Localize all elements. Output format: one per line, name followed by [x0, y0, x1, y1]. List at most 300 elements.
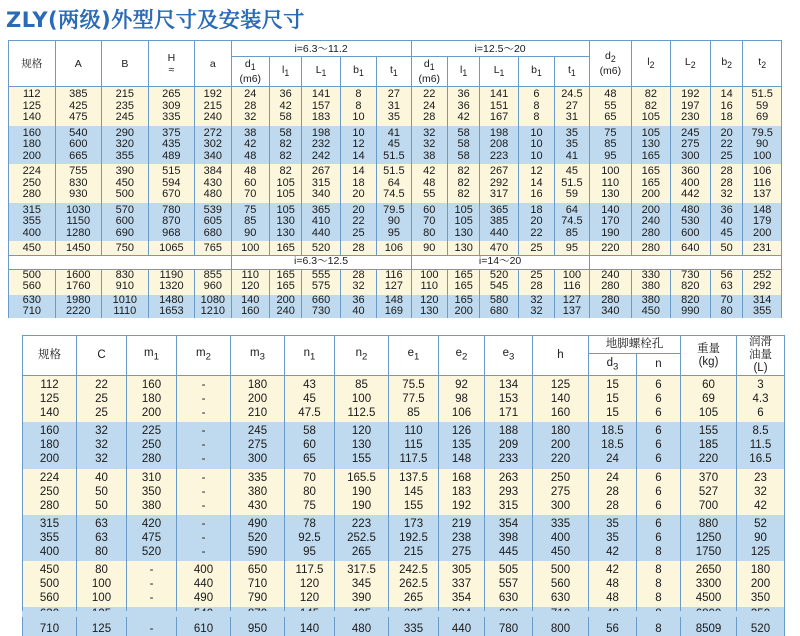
table-cell: 1210	[195, 306, 231, 318]
table-cell: 105	[447, 216, 479, 228]
table-cell: 110	[589, 178, 631, 190]
table-cell: 245	[670, 126, 710, 140]
table-cell: 280	[589, 281, 631, 295]
table-cell: 355	[102, 151, 149, 165]
table-cell: 22	[77, 376, 127, 393]
table-cell: 75	[589, 126, 631, 140]
header2-h: h	[533, 336, 589, 376]
table-cell: 14	[340, 164, 376, 178]
table-cell: 100	[411, 269, 447, 281]
table-cell: 730	[670, 269, 710, 281]
table-cell: 380	[231, 485, 285, 499]
table-cell: 315	[23, 515, 77, 531]
table-cell: 1480	[148, 295, 195, 307]
table-row	[23, 406, 785, 422]
table-cell: 440	[480, 228, 518, 242]
table-cell: 192.5	[389, 531, 439, 545]
table-cell: 200	[269, 295, 301, 307]
table-cell: 1760	[55, 281, 102, 295]
table-cell: 640	[670, 241, 710, 255]
table-cell: 41	[555, 151, 589, 165]
table-cell: 209	[485, 438, 533, 452]
table-cell: 45	[285, 392, 335, 406]
table-cell: 36	[269, 87, 301, 101]
table-cell: 480	[670, 203, 710, 217]
table-cell: 140	[231, 295, 269, 307]
table-cell: 75.5	[389, 376, 439, 393]
table-cell: 55	[411, 189, 447, 203]
table-cell: 450	[533, 545, 589, 561]
table-cell: 167	[480, 112, 518, 126]
header-b2: $b_2$	[711, 41, 743, 87]
table-cell: 69	[743, 112, 782, 126]
table-cell: 112	[9, 87, 56, 101]
table-cell: 105	[632, 112, 670, 126]
table-cell: 8	[637, 591, 681, 607]
table-cell: 1750	[681, 545, 737, 561]
table-cell: 6	[637, 422, 681, 438]
table-cell: 960	[195, 281, 231, 295]
table-cell: 385	[480, 216, 518, 228]
table-cell: 545	[480, 281, 518, 295]
table-cell: 185	[681, 438, 737, 452]
table-cell: 48	[231, 164, 269, 178]
header-d1-g2: $d_1$ (m6)	[411, 57, 447, 87]
header2-C: C	[77, 336, 127, 376]
table-cell: 384	[195, 164, 231, 178]
table-cell: 6	[637, 531, 681, 545]
table-cell: 140	[9, 112, 56, 126]
table-cell: 115	[389, 438, 439, 452]
table-cell: 1450	[55, 241, 102, 255]
table-cell: 59	[555, 189, 589, 203]
table-cell: 40	[711, 216, 743, 228]
table-cell: 28	[711, 164, 743, 178]
table-cell: 292	[743, 281, 782, 295]
table-cell: 90	[231, 228, 269, 242]
table-cell: 335	[533, 515, 589, 531]
table-cell: 14	[340, 151, 376, 165]
table-cell: 755	[55, 164, 102, 178]
table-cell: 345	[335, 577, 389, 591]
table-cell: 18.5	[589, 422, 637, 438]
table-cell: 6	[637, 515, 681, 531]
table-cell: 6	[637, 438, 681, 452]
table-cell: 710	[9, 306, 56, 318]
table-cell: 27	[555, 101, 589, 113]
table-cell: 95	[589, 151, 631, 165]
table-cell: 354	[439, 591, 485, 607]
table-cell: 315	[485, 499, 533, 515]
table-cell: 63	[77, 515, 127, 531]
table-cell: 183	[302, 112, 340, 126]
table-cell: 165	[632, 151, 670, 165]
table-cell: 125	[23, 392, 77, 406]
subheader-group-2: i=14～20	[411, 255, 589, 269]
table-cell: 69	[681, 392, 737, 406]
header-a: a	[195, 41, 231, 87]
table-cell: 20	[340, 203, 376, 217]
header-group-1: i=6.3～11.2	[231, 41, 411, 57]
header2-d3: $d_3$	[589, 354, 637, 376]
table-cell: 12	[340, 139, 376, 151]
table-cell: 42	[231, 139, 269, 151]
table-cell: 100	[77, 577, 127, 591]
table-cell: 1653	[148, 306, 195, 318]
mounting-table	[22, 335, 785, 636]
table-cell: 165	[269, 241, 301, 255]
table-cell: 112.5	[335, 406, 389, 422]
table-cell: 265	[335, 545, 389, 561]
table-cell: 35	[377, 112, 411, 126]
table-cell: 855	[195, 269, 231, 281]
table-cell: 215	[102, 87, 149, 101]
table-cell: 32	[77, 438, 127, 452]
header-l1-g2: $l_1$	[447, 57, 479, 87]
page-title: ZLY(两级)外型尺寸及安装尺寸	[6, 8, 305, 32]
table-cell: 41	[377, 126, 411, 140]
header2-e2: $e_2$	[439, 336, 485, 376]
table-cell: 179	[743, 216, 782, 228]
table-cell: 489	[148, 151, 195, 165]
table-cell: 48	[411, 178, 447, 190]
table-cell: 539	[195, 203, 231, 217]
table-cell: 380	[127, 499, 177, 515]
table-cell: 220	[681, 452, 737, 468]
table-cell: 140	[285, 622, 335, 636]
table-cell: 90	[411, 241, 447, 255]
table-row	[23, 515, 785, 531]
table-cell: 450	[9, 241, 56, 255]
table-cell: 116	[377, 269, 411, 281]
table-cell: 500	[533, 561, 589, 577]
header2-n2: $n_2$	[335, 336, 389, 376]
table-row	[23, 376, 785, 393]
table-cell: 116	[743, 178, 782, 190]
table-cell: 520	[480, 269, 518, 281]
header2-e1: $e_1$	[389, 336, 439, 376]
table-row	[9, 306, 782, 318]
table-cell: 32	[518, 306, 554, 318]
table-cell: 80	[711, 306, 743, 318]
table-cell: 47.5	[285, 406, 335, 422]
table-cell: 590	[231, 545, 285, 561]
table-cell: 120	[285, 577, 335, 591]
table-cell: 168	[439, 469, 485, 485]
table-cell: 1150	[55, 216, 102, 228]
table-cell: 31	[377, 101, 411, 113]
table-cell: 18	[711, 112, 743, 126]
header2-n: n	[637, 354, 681, 376]
table-cell: 340	[302, 189, 340, 203]
table-cell: 85	[231, 216, 269, 228]
table-cell: 968	[148, 228, 195, 242]
table-cell: 200	[23, 452, 77, 468]
table-cell: 18.5	[589, 438, 637, 452]
table-cell: 280	[589, 295, 631, 307]
table-cell: 750	[102, 241, 149, 255]
table-cell: 235	[102, 101, 149, 113]
table-cell: -	[177, 438, 231, 452]
table-cell: 200	[533, 438, 589, 452]
table-cell: 870	[148, 216, 195, 228]
table-cell: 197	[670, 101, 710, 113]
table-cell: 28	[231, 101, 269, 113]
table-cell: 630	[9, 295, 56, 307]
table-cell: 51.5	[377, 151, 411, 165]
table-cell: 450	[23, 561, 77, 577]
table-cell: 38	[231, 126, 269, 140]
table-cell: 8509	[681, 622, 737, 636]
table-cell: 58	[269, 126, 301, 140]
table-cell: 58	[447, 126, 479, 140]
table-cell: 20	[518, 216, 554, 228]
table-cell: 192	[439, 499, 485, 515]
table-cell: 23	[737, 469, 785, 485]
table-cell: 155	[389, 499, 439, 515]
table-cell: 880	[681, 515, 737, 531]
table-cell: 16	[711, 101, 743, 113]
table-cell: 100	[77, 591, 127, 607]
table-cell: 223	[335, 515, 389, 531]
table-cell: 42	[737, 499, 785, 515]
table-cell: 90	[737, 531, 785, 545]
table-cell: 45	[711, 228, 743, 242]
table-cell: 527	[681, 485, 737, 499]
table-cell: 24	[231, 87, 269, 101]
table-cell: 40	[77, 469, 127, 485]
table-cell: 314	[743, 295, 782, 307]
table-cell: 250	[533, 469, 589, 485]
header2-bolt-group: 地脚螺栓孔	[589, 336, 681, 354]
table-cell: 56	[589, 622, 637, 636]
table-cell: 82	[269, 164, 301, 178]
header2-n1: $n_1$	[285, 336, 335, 376]
table-cell: 45	[555, 164, 589, 178]
table-cell: 173	[389, 515, 439, 531]
table-row	[9, 228, 782, 242]
table-row	[9, 178, 782, 190]
table-cell: 82	[632, 87, 670, 101]
table-cell: 180	[23, 438, 77, 452]
table-cell: 990	[670, 306, 710, 318]
table-cell: 250	[9, 178, 56, 190]
table-cell: 180	[533, 422, 589, 438]
table-cell: 800	[533, 622, 589, 636]
table-cell: 242	[302, 151, 340, 165]
table-cell: 950	[231, 622, 285, 636]
table-cell: 275	[439, 545, 485, 561]
table-cell: 355	[743, 306, 782, 318]
table-cell: 180	[9, 139, 56, 151]
table-cell: 148	[743, 203, 782, 217]
table-cell: -	[177, 515, 231, 531]
table-cell: 80	[411, 228, 447, 242]
table-cell: 80	[285, 485, 335, 499]
table-cell: 445	[485, 545, 533, 561]
table-cell: 160	[127, 376, 177, 393]
table-cell: 59	[743, 101, 782, 113]
table-cell: 440	[439, 622, 485, 636]
table-cell: 60	[231, 178, 269, 190]
table-cell: 293	[485, 485, 533, 499]
table-cell: 100	[555, 269, 589, 281]
table-cell: 198	[480, 126, 518, 140]
table-cell: 450	[102, 178, 149, 190]
header2-m3: $m_3$	[231, 336, 285, 376]
table-cell: 90	[743, 139, 782, 151]
table-cell: 65	[589, 112, 631, 126]
table-cell: 58	[447, 151, 479, 165]
table-row	[23, 392, 785, 406]
table-cell: 35	[555, 139, 589, 151]
table-cell: 45	[377, 139, 411, 151]
table-cell: 505	[485, 561, 533, 577]
table-cell: 238	[439, 531, 485, 545]
header2-m2: $m_2$	[177, 336, 231, 376]
table-cell: 151	[480, 101, 518, 113]
table-cell: 165	[632, 164, 670, 178]
table-cell: 25	[340, 228, 376, 242]
header2-spec: 规格	[23, 336, 77, 376]
dimensions-table	[8, 40, 782, 318]
table-cell: 830	[102, 269, 149, 281]
table-cell: 51.5	[377, 164, 411, 178]
table-cell: 36	[447, 101, 479, 113]
table-cell: 380	[632, 295, 670, 307]
table-cell: 6	[737, 406, 785, 422]
table-cell: -	[127, 577, 177, 591]
table-cell: 22	[411, 87, 447, 101]
table-cell: 190	[589, 228, 631, 242]
table-cell: 315	[9, 203, 56, 217]
table-cell: -	[177, 376, 231, 393]
table-cell: 350	[737, 591, 785, 607]
table-row	[9, 139, 782, 151]
table-cell: 223	[480, 151, 518, 165]
table-cell: 95	[555, 241, 589, 255]
table-cell: 20	[340, 189, 376, 203]
table-cell: 400	[177, 561, 231, 577]
table-cell: 180	[737, 561, 785, 577]
table-cell: 700	[681, 499, 737, 515]
table-cell: 183	[439, 485, 485, 499]
table-row	[9, 203, 782, 217]
table-cell: 594	[148, 178, 195, 190]
table-cell: 51.5	[743, 87, 782, 101]
table-cell: 335	[231, 469, 285, 485]
table-cell: 106	[377, 241, 411, 255]
table-cell: 165	[447, 281, 479, 295]
table-cell: 105	[632, 126, 670, 140]
header-d1: $d_1$ (m6)	[231, 57, 269, 87]
table-cell: 360	[670, 164, 710, 178]
table-cell: 82	[447, 189, 479, 203]
table-cell: 245	[102, 112, 149, 126]
table-cell: 22	[340, 216, 376, 228]
table-cell: 350	[127, 485, 177, 499]
table-cell: 40	[340, 306, 376, 318]
header-l2: $l_2$	[632, 41, 670, 87]
table-cell: 105	[269, 203, 301, 217]
table-cell: 28	[711, 178, 743, 190]
table-cell: 231	[743, 241, 782, 255]
table-cell: 200	[737, 577, 785, 591]
table-cell: 337	[439, 577, 485, 591]
table-cell: 300	[231, 452, 285, 468]
table-cell: 116	[555, 281, 589, 295]
table-cell: 8	[637, 577, 681, 591]
table-cell: 48	[231, 151, 269, 165]
table-cell: 224	[23, 469, 77, 485]
table-cell: 200	[231, 392, 285, 406]
table-cell: 130	[269, 228, 301, 242]
table-cell: 580	[480, 295, 518, 307]
table-cell: 385	[55, 87, 102, 101]
table-cell: 400	[9, 228, 56, 242]
table-cell: 165	[269, 281, 301, 295]
table-row	[9, 164, 782, 178]
table-cell: 398	[485, 531, 533, 545]
table-cell: 43	[285, 376, 335, 393]
table-cell: 780	[485, 622, 533, 636]
table-cell: 290	[102, 126, 149, 140]
table-cell: 20	[711, 126, 743, 140]
table-cell: 820	[670, 295, 710, 307]
table-cell: 130	[632, 139, 670, 151]
table-cell: 233	[485, 452, 533, 468]
table-cell: 130	[411, 306, 447, 318]
table-cell: -	[177, 452, 231, 468]
table-cell: 70	[231, 189, 269, 203]
table-cell: 64	[555, 203, 589, 217]
table-cell: 134	[485, 376, 533, 393]
table-cell: 135	[439, 438, 485, 452]
table-cell: 8.5	[737, 422, 785, 438]
table-cell: 365	[480, 203, 518, 217]
table-cell: 77.5	[389, 392, 439, 406]
table-cell: 600	[55, 139, 102, 151]
table-cell: 200	[632, 203, 670, 217]
table-cell: 85	[555, 228, 589, 242]
table-cell: 79.5	[743, 126, 782, 140]
table-row	[23, 485, 785, 499]
table-cell: 765	[195, 241, 231, 255]
table-cell: 15	[589, 392, 637, 406]
table-cell: 50	[711, 241, 743, 255]
table-cell: 10	[340, 126, 376, 140]
table-cell: 310	[127, 469, 177, 485]
table-cell: 145	[389, 485, 439, 499]
subheader-row	[9, 255, 782, 269]
table-cell: 42	[589, 561, 637, 577]
table-cell: 100	[335, 392, 389, 406]
table-cell: 275	[670, 139, 710, 151]
table-cell: 6	[637, 406, 681, 422]
table-cell: 60	[411, 203, 447, 217]
header2-e3: $e_3$	[485, 336, 533, 376]
table-cell: 82	[447, 178, 479, 190]
table-cell: 1030	[55, 203, 102, 217]
table-cell: 32	[231, 112, 269, 126]
table-cell: 192	[195, 87, 231, 101]
table-cell: 252	[743, 269, 782, 281]
table-cell: 75	[231, 203, 269, 217]
table-cell: 330	[632, 269, 670, 281]
table-cell: 56	[711, 269, 743, 281]
table-cell: 24	[589, 469, 637, 485]
table-cell: 355	[23, 531, 77, 545]
